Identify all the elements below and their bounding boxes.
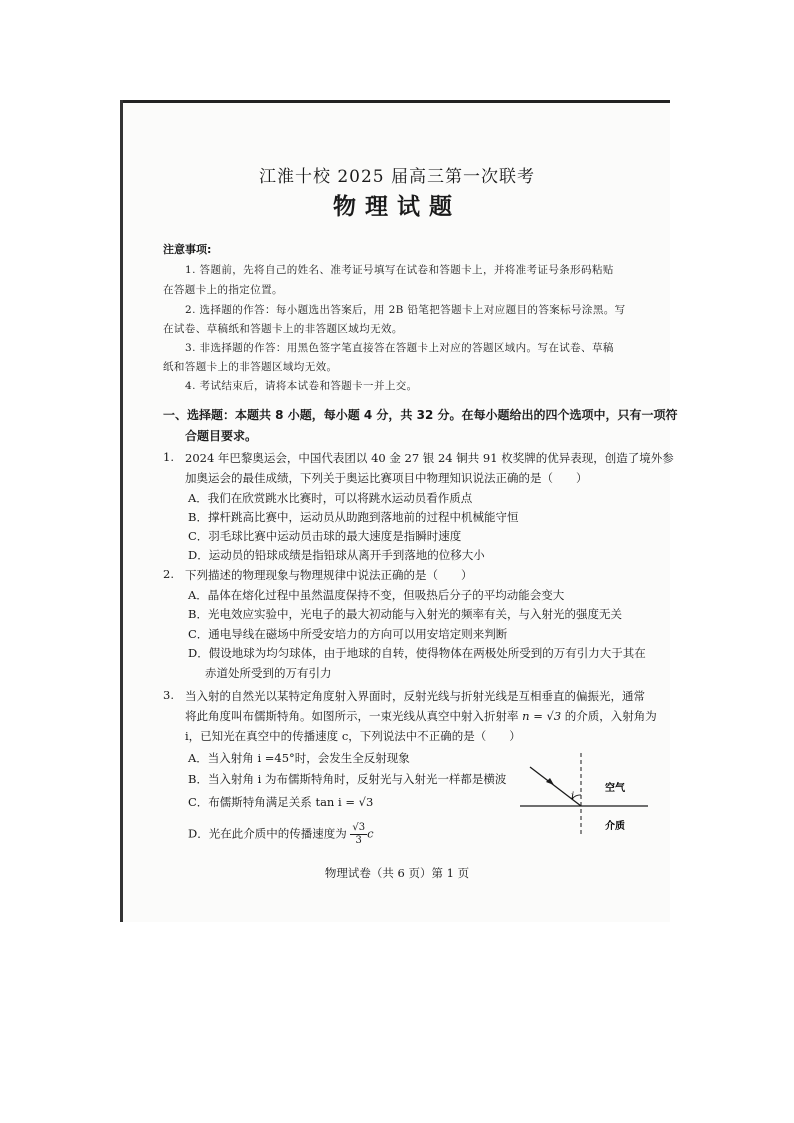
- ray-arrowhead: [546, 778, 554, 785]
- option-c: C．通电导线在磁场中所受安培力的方向可以用安培定则来判断: [188, 627, 508, 641]
- stem-text: 将此角度叫布儒斯特角。如图所示，一束光线从真空中射入折射率: [185, 709, 523, 723]
- page-footer: 物理试卷（共 6 页）第 1 页: [324, 866, 470, 880]
- notice-line: 纸和答题卡上的非答题区域均无效。: [163, 361, 338, 373]
- section-heading-cont: 合题目要求。: [185, 429, 258, 443]
- question-number: 3.: [163, 688, 174, 702]
- page-edge-top: [120, 100, 670, 103]
- question-number: 2.: [163, 567, 174, 581]
- air-label: 空气: [605, 783, 625, 794]
- option-b: B．光电效应实验中，光电子的最大初动能与入射光的频率有关，与入射光的强度无关: [188, 607, 622, 621]
- question-stem: 下列描述的物理现象与物理规律中说法正确的是（ ）: [185, 568, 473, 582]
- option-a: A．当入射角 i =45°时，会发生全反射现象: [188, 751, 410, 765]
- notice-heading: 注意事项:: [163, 243, 212, 256]
- question-number: 1.: [163, 450, 174, 464]
- question-stem: 2024 年巴黎奥运会，中国代表团以 40 金 27 银 24 铜共 91 枚奖牌的优异表现，创造了境外参: [185, 451, 674, 465]
- notice-line: 4. 考试结束后，请将本试卷和答题卡一并上交。: [185, 380, 418, 392]
- notice-line: 1. 答题前，先将自己的姓名、准考证号填写在试卷和答题卡上，并将准考证号条形码粘贴: [185, 264, 614, 276]
- option-c: C．布儒斯特角满足关系 tan i = √3: [188, 795, 374, 809]
- notice-line: 3. 非选择题的作答：用黑色签字笔直接答在答题卡上对应的答题区域内。写在试卷、草稿: [185, 342, 614, 354]
- option-d: D．假设地球为均匀球体，由于地球的自转，使得物体在两极处所受到的万有引力大于其在: [188, 646, 646, 660]
- option-b: B．撑杆跳高比赛中，运动员从助跑到落地前的过程中机械能守恒: [188, 510, 519, 524]
- option-a: A．晶体在熔化过程中虽然温度保持不变，但吸热后分子的平均动能会变大: [188, 588, 565, 602]
- refraction-diagram: [510, 745, 650, 845]
- option-d-suffix: c: [367, 826, 374, 841]
- option-d-cont: 赤道处所受到的万有引力: [205, 666, 332, 680]
- option-a: A．我们在欣赏跳水比赛时，可以将跳水运动员看作质点: [188, 491, 473, 505]
- option-d: D．运动员的铅球成绩是指铅球从离开手到落地的位移大小: [188, 548, 485, 562]
- option-d: [188, 822, 374, 847]
- option-b: B．当入射角 i 为布儒斯特角时，反射光与入射光一样都是横波: [188, 772, 507, 786]
- subject-title: 物理试题: [333, 194, 461, 220]
- exam-title: 江淮十校 2025 届高三第一次联考: [258, 167, 536, 187]
- fraction: [350, 822, 367, 847]
- medium-label: 介质: [605, 821, 625, 832]
- stem-text: 的介质，入射角为: [561, 709, 657, 723]
- notice-line: 在答题卡上的指定位置。: [163, 284, 283, 296]
- option-d-text: D．光在此介质中的传播速度为: [188, 826, 347, 841]
- question-stem: [185, 708, 657, 724]
- notice-line: 2. 选择题的作答：每小题选出答案后，用 2B 铅笔把答题卡上对应题目的答案标号涂黑。写: [185, 304, 626, 316]
- page-edge-left: [120, 100, 123, 922]
- fraction-denominator: 3: [355, 835, 362, 846]
- question-stem: 加奥运会的最佳成绩，下列关于奥运比赛项目中物理知识说法正确的是（ ）: [185, 471, 588, 485]
- question-stem: 当入射的自然光以某特定角度射入界面时，反射光线与折射光线是互相垂直的偏振光，通常: [185, 689, 645, 703]
- angle-label: i: [571, 791, 575, 802]
- notice-line: 在试卷、草稿纸和答题卡上的非答题区域均无效。: [163, 323, 403, 335]
- fraction-numerator: √3: [352, 822, 366, 833]
- refractive-index: n = √3: [522, 709, 562, 723]
- question-stem: i，已知光在真空中的传播速度 c，下列说法中不正确的是（ ）: [185, 729, 521, 743]
- option-c: C．羽毛球比赛中运动员击球的最大速度是指瞬时速度: [188, 529, 462, 543]
- section-heading: 一、选择题：本题共 8 小题，每小题 4 分，共 32 分。在每小题给出的四个选项中，只有一项符: [163, 408, 678, 422]
